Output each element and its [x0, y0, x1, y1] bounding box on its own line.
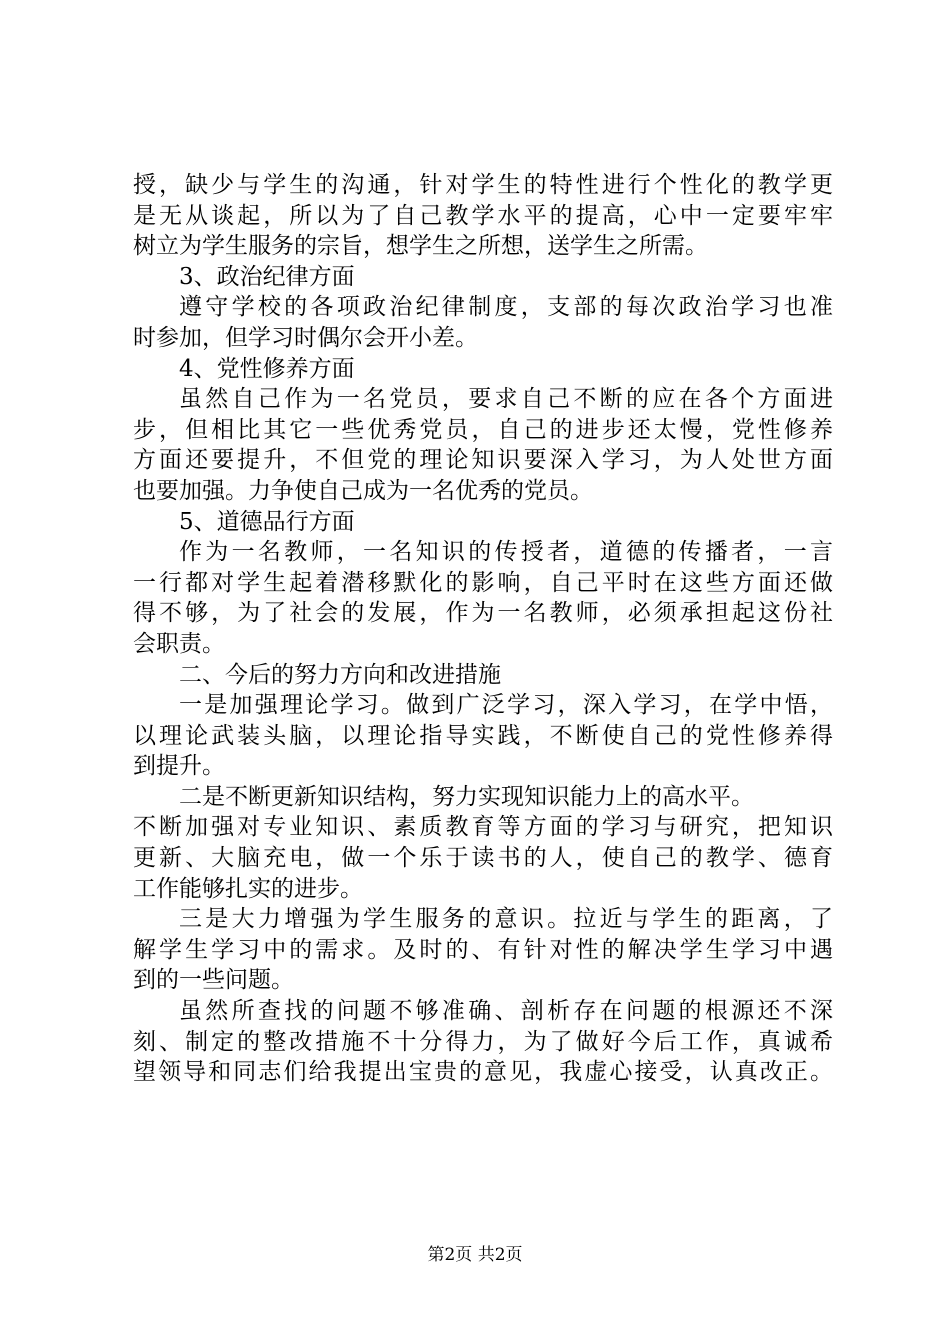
text-line: 授，缺少与学生的沟通，针对学生的特性进行个性化的教学更: [133, 172, 833, 198]
text-line: 不断加强对专业知识、素质教育等方面的学习与研究，把知识: [133, 814, 833, 841]
text-line: 也要加强。力争使自己成为一名优秀的党员。: [133, 477, 593, 504]
section-heading: 5、道德品行方面: [179, 508, 355, 535]
text-line: 到提升。: [133, 753, 225, 780]
page-number-footer: 第2页 共2页: [427, 1245, 523, 1265]
text-line: 到的一些问题。: [133, 967, 294, 994]
text-line: 虽然自己作为一名党员，要求自己不断的应在各个方面进: [179, 386, 833, 413]
text-line: 树立为学生服务的宗旨，想学生之所想，送学生之所需。: [133, 233, 708, 260]
text-line: 作为一名教师，一名知识的传授者，道德的传播者，一言: [179, 539, 833, 566]
section-heading: 二、今后的努力方向和改进措施: [179, 661, 501, 688]
text-line: 会职责。: [133, 630, 225, 657]
text-line: 是无从谈起，所以为了自己教学水平的提高，心中一定要牢牢: [133, 202, 833, 229]
section-heading: 4、党性修养方面: [179, 355, 355, 382]
text-line: 遵守学校的各项政治纪律制度，支部的每次政治学习也准: [179, 294, 833, 321]
text-line: 解学生学习中的需求。及时的、有针对性的解决学生学习中遇: [133, 936, 833, 963]
text-line: 刻、制定的整改措施不十分得力，为了做好今后工作，真诚希: [133, 1028, 833, 1055]
text-line: 一行都对学生起着潜移默化的影响，自己平时在这些方面还做: [133, 569, 833, 596]
text-line: 更新、大脑充电，做一个乐于读书的人，使自己的教学、德育: [133, 845, 833, 872]
text-line: 工作能够扎实的进步。: [133, 875, 363, 902]
text-line: 三是大力增强为学生服务的意识。拉近与学生的距离，了: [179, 906, 833, 933]
text-line: 步，但相比其它一些优秀党员，自己的进步还太慢，党性修养: [133, 416, 833, 443]
text-line: 时参加，但学习时偶尔会开小差。: [133, 324, 478, 351]
text-line: 以理论武装头脑，以理论指导实践，不断使自己的党性修养得: [133, 722, 833, 749]
text-line: 方面还要提升，不但党的理论知识要深入学习，为人处世方面: [133, 447, 833, 474]
text-line: 得不够，为了社会的发展，作为一名教师，必须承担起这份社: [133, 600, 833, 627]
text-line: 虽然所查找的问题不够准确、剖析存在问题的根源还不深: [179, 998, 833, 1025]
text-line: 二是不断更新知识结构，努力实现知识能力上的高水平。: [179, 783, 754, 810]
text-line: 望领导和同志们给我提出宝贵的意见，我虚心接受，认真改正。: [133, 1059, 833, 1086]
section-heading: 3、政治纪律方面: [179, 263, 355, 290]
document-body: [133, 170, 833, 1088]
text-line: 一是加强理论学习。做到广泛学习，深入学习，在学中悟，: [179, 692, 833, 719]
